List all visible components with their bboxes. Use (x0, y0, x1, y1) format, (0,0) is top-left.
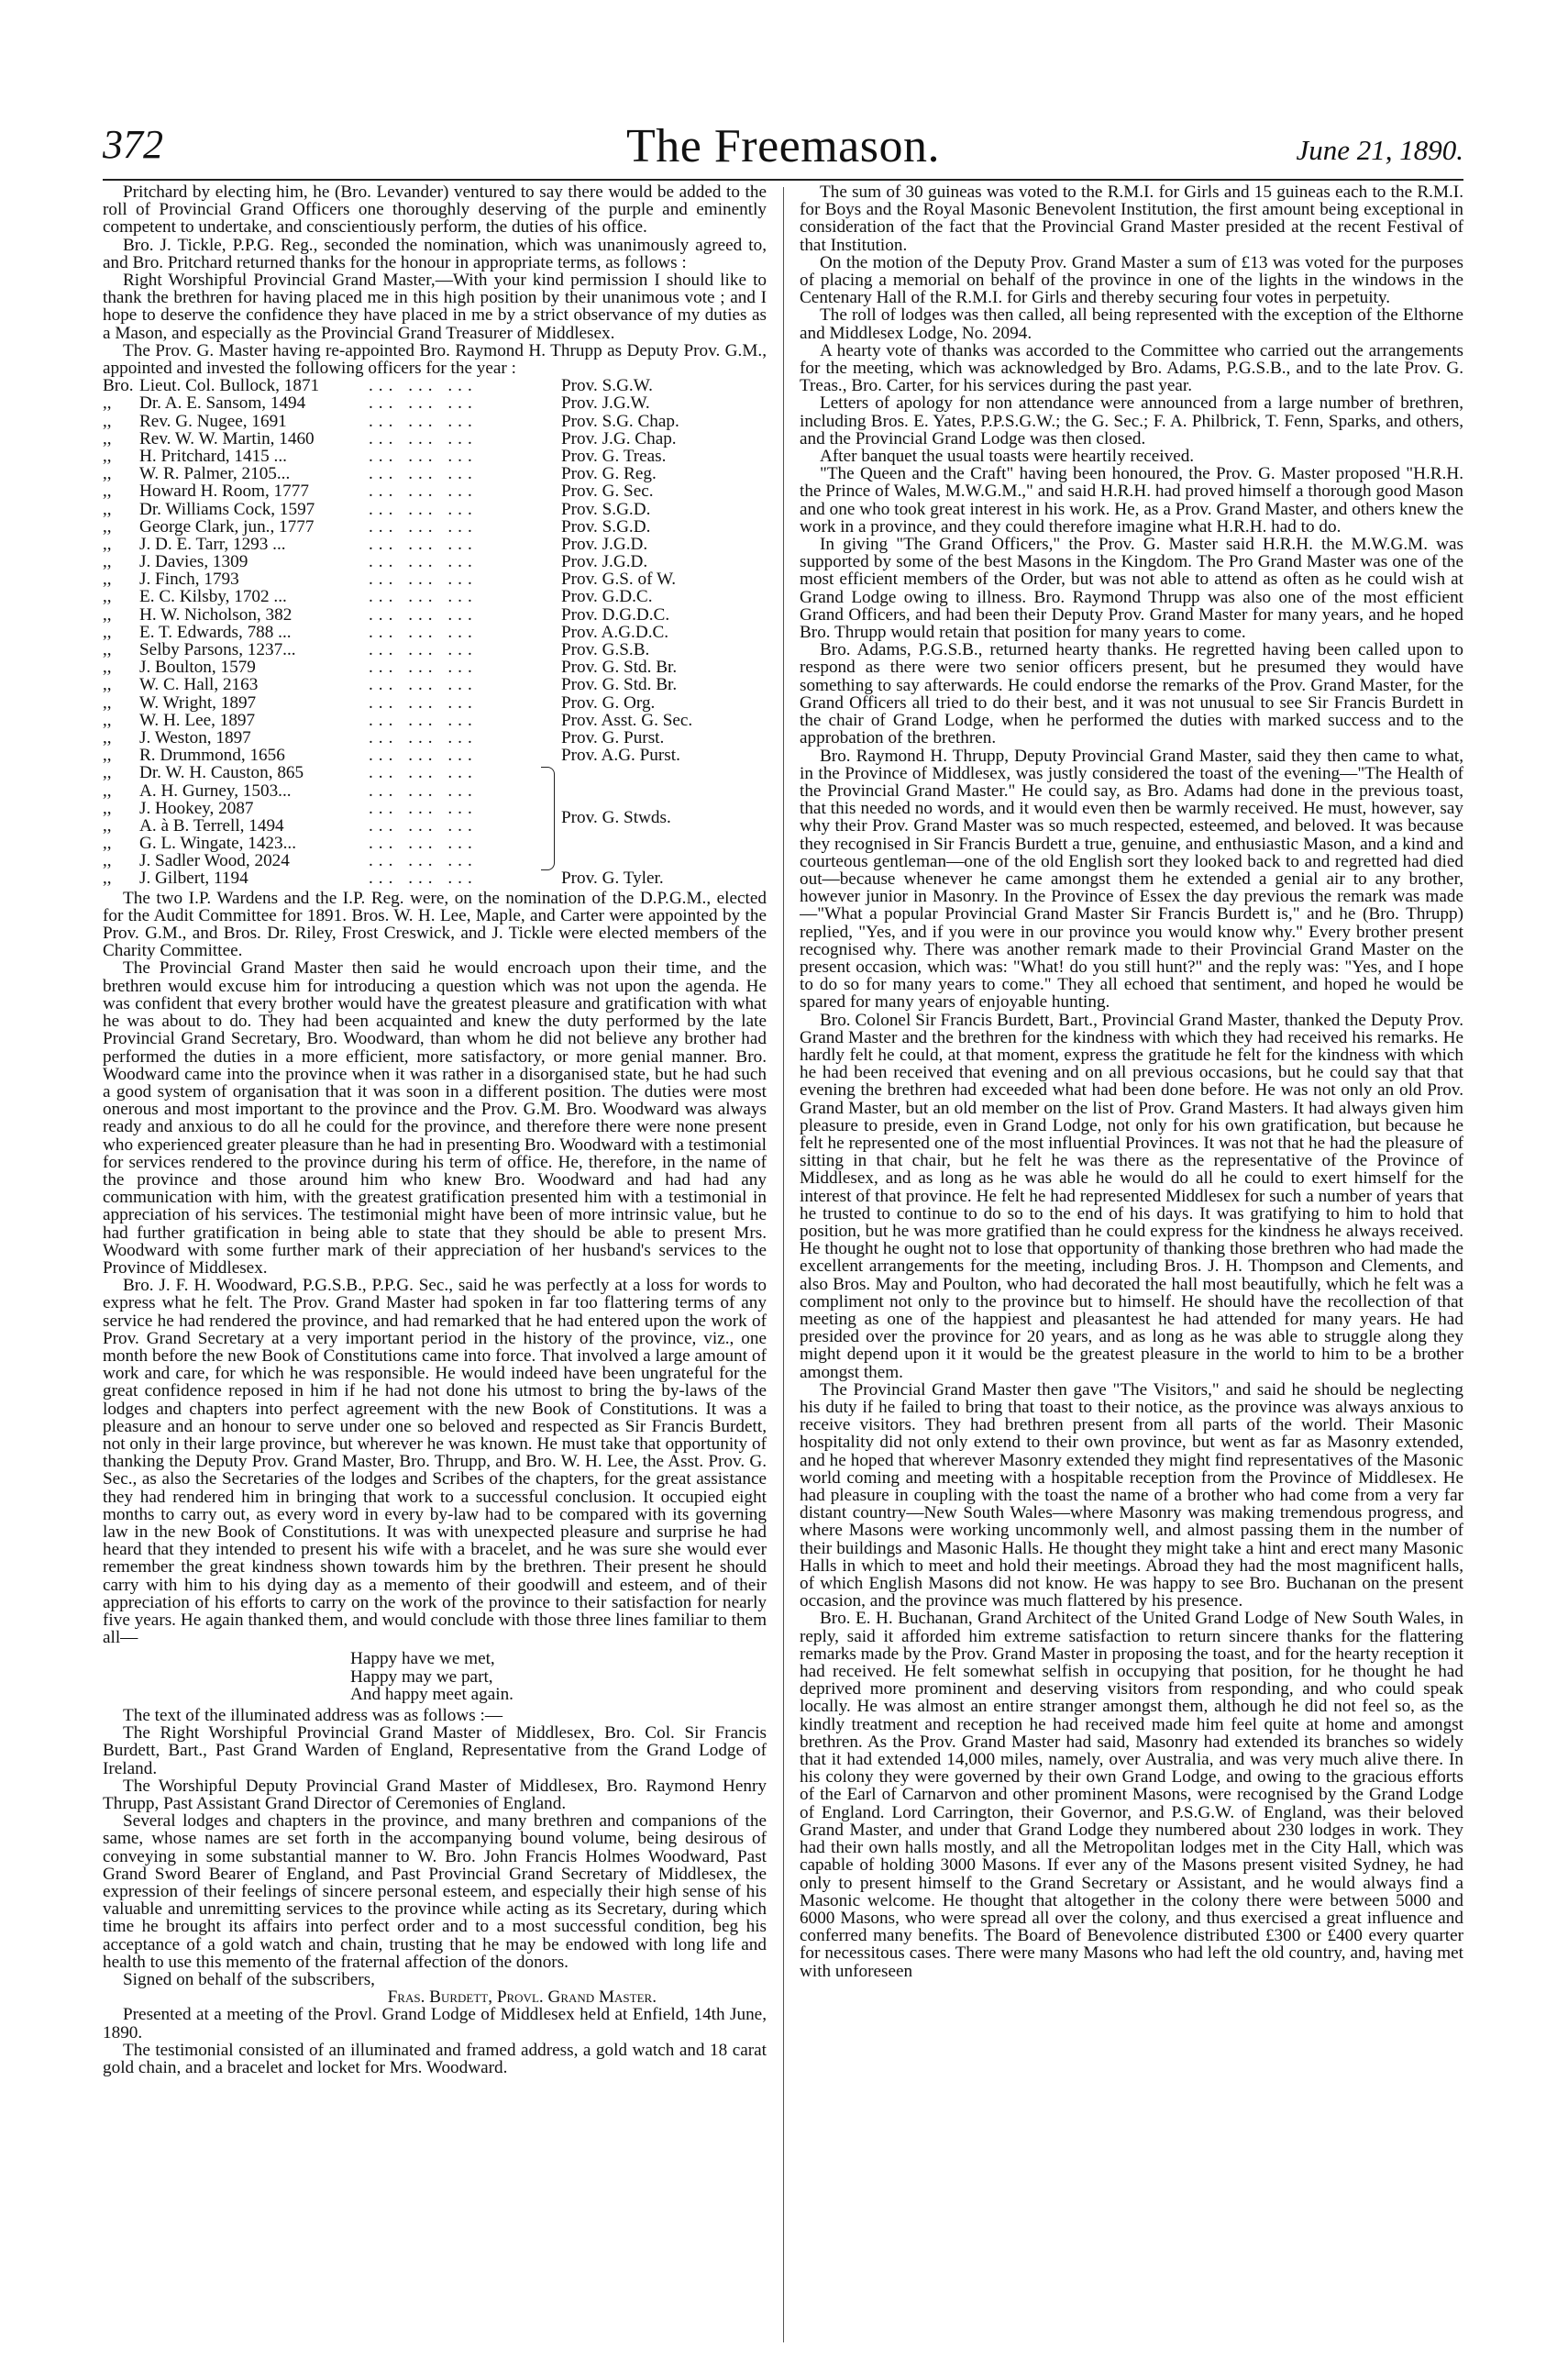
paragraph: In giving "The Grand Officers," the Prov. G. Master said H.R.H. the M.W.G.M. was supported by some of the best Masons in the Kingdom. The Pro Grand Master was one of the most efficient members of the Order, but was not able to attend as often as he could wish at Grand Lodge owing to illness. Bro. Raymond Thrupp was also one of the most efficient Grand Officers, and had been their Deputy Prov. Grand Master for many years, and he hoped Bro. Thrupp would retain that position for many years to come. (800, 535, 1463, 643)
leader-dots: ... ... ... (369, 851, 478, 871)
left-end-paragraphs (103, 2006, 767, 2076)
roster-row (103, 588, 767, 605)
paragraph: "The Queen and the Craft" having been honoured, the Prov. G. Master proposed "H.R.H. the Prince of Wales, M.W.G.M.," and said H.R.H. had proved himself a thorough good Mason and one who took great interest in his work. He, as a Prov. Grand Master, and others knew the work in a province, and they could therefore imagine what H.R.H. had to do. (800, 464, 1463, 537)
leader-dots: ... ... ... (369, 464, 478, 484)
newspaper-title: The Freemason. (625, 120, 940, 172)
roster-name: Dr. W. H. Causton, 865 (139, 763, 304, 783)
roster-row (103, 518, 767, 536)
roster-name: W. Wright, 1897 (139, 692, 257, 713)
leader-dots: ... ... ... (369, 482, 478, 502)
roster-prefix: ,, (103, 727, 112, 747)
leader-dots: ... ... ... (369, 393, 478, 414)
roster-name: J. Davies, 1309 (139, 552, 248, 572)
roster-prefix: ,, (103, 411, 112, 431)
leader-dots: ... ... ... (369, 446, 478, 466)
roster-row (103, 448, 767, 465)
roster-office: Prov. J.G.D. (561, 552, 648, 572)
roster-row (103, 624, 767, 641)
paragraph: The Right Worshipful Provincial Grand Master of Middlesex, Bro. Col. Sir Francis Burdett, Bart., Past Grand Warden of England, Representative from the Grand Lodge of Ireland. (103, 1723, 767, 1778)
verse-line: And happy meet again. (350, 1684, 513, 1704)
roster-row (103, 465, 767, 482)
paragraph: Bro. J. Tickle, P.P.G. Reg., seconded the nomination, which was unanimously agreed to, and Bro. Pritchard returned thanks for the honour in appropriate terms, as follows : (103, 235, 767, 272)
roster-name: R. Drummond, 1656 (139, 746, 285, 766)
paragraph: Right Worshipful Provincial Grand Master,—With your kind permission I should like to thank the brethren for having placed me in this high position by their unanimous vote ; and I hope to deserve the confidence they have placed in me by a strict observance of my duties as a Mason, and especially as the Provincial Grand Treasurer of Middlesex. (103, 271, 767, 343)
address-text (103, 1707, 767, 1988)
paragraph: Bro. Raymond H. Thrupp, Deputy Provincial Grand Master, said they then came to what, in the Province of Middlesex, was justly considered the toast of the evening—"The Health of the Provincial Grand Master." He could say, as Bro. Adams had done in the previous toast, that this needed no words, and it would even then be warmly received. He must, however, say why their Prov. Grand Master was so much respected, esteemed, and beloved. It was because they recognised in Sir Francis Burdett a true, genuine, and enthusiastic Mason, and a kind and courteous gentleman—one of the old English sort they looked back to and regretted had died out—because whenever he came amongst them he extended a genial air to any brother, however junior in Masonry. In the Province of Essex the day previous the remark was made—"What a popular Provincial Grand Master Sir Francis Burdett is," and he (Bro. Thrupp) replied, "Yes, and if you were in our province you would know why." Every brother present recognised why. There was another remark made to their Provincial Grand Master on the present occasion, which was: "What! do you still hunt?" and the reply was: "Yes, and I hope to do so for many years to come." They all echoed that sentiment, and hoped he would be spared for many years of enjoyable hunting. (800, 746, 1463, 1013)
verse-line: Happy have we met, (350, 1649, 495, 1669)
roster-office: Prov. S.G.W. (561, 376, 653, 396)
leader-dots: ... ... ... (369, 622, 478, 642)
roster-office: Prov. G. Reg. (561, 464, 657, 484)
roster-row (103, 553, 767, 570)
roster-name: H. Pritchard, 1415 ... (139, 446, 287, 466)
roster-row (103, 869, 767, 887)
leader-dots: ... ... ... (369, 516, 478, 537)
leader-dots: ... ... ... (369, 658, 478, 678)
leader-dots: ... ... ... (369, 746, 478, 766)
paragraph: The testimonial consisted of an illuminated and framed address, a gold watch and 18 carat gold chain, and a bracelet and locket for Mrs. Woodward. (103, 2040, 767, 2078)
paragraph: The Prov. G. Master having re-appointed Bro. Raymond H. Thrupp as Deputy Prov. G.M., appointed and invested the following officers for the year : (103, 340, 767, 379)
roster-name: E. C. Kilsby, 1702 ... (139, 587, 287, 607)
roster-row (103, 606, 767, 624)
paragraph: The two I.P. Wardens and the I.P. Reg. were, on the nomination of the D.P.G.M., elected for the Audit Committee for 1891. Bros. W. H. Lee, Maple, and Carter were appointed by the Prov. G.M., and Bros. Dr. Riley, Frost Creswick, and J. Tickle were elected members of the Charity Committee. (103, 888, 767, 961)
roster-name: J. D. E. Tarr, 1293 ... (139, 534, 286, 554)
roster-prefix: ,, (103, 393, 112, 414)
roster-name: G. L. Wingate, 1423... (139, 834, 297, 854)
roster-name: J. Finch, 1793 (139, 570, 239, 590)
leader-dots: ... ... ... (369, 570, 478, 590)
roster-row (103, 729, 767, 747)
roster-row (103, 852, 767, 869)
roster-office: Prov. G. Tyler. (561, 869, 664, 889)
stewards-office: Prov. G. Stwds. (561, 807, 671, 827)
roster-name: W. C. Hall, 2163 (139, 675, 259, 695)
left-top-paragraphs (103, 183, 767, 377)
roster-name: George Clark, jun., 1777 (139, 516, 315, 537)
paragraph: The Provincial Grand Master then said he would encroach upon their time, and the brethren would excuse him for introducing a question which was not upon the agenda. He was confident that every brother would have the greatest pleasure and gratification with what he was about to do. They had been acquainted and knew the duty performed by the late Provincial Grand Secretary, Bro. Woodward, than whom he did not believe any brother had performed the duties in a more efficient, more satisfactory, or more genial manner. Bro. Woodward came into the province when it was rather in a disorganised state, but he had such a good system of organisation that it was soon in a different position. The duties were most onerous and most important to the province and the Prov. G.M. Bro. Woodward was always ready and anxious to do all he could for the province, and therefore there were none present who experienced greater pleasure than he had in presenting Bro. Woodward with a testimonial for services rendered to the province during his term of office. He, therefore, in the name of the province and those around him who knew Bro. Woodward and had had any communication with him, with the greatest gratification presented him with a testimonial in appreciation of his services. The testimonial might have been of more intrinsic value, but he had further gratification in being able to state that they should be able to present Mrs. Woodward with some further mark of their appreciation of her husband's services to the Province of Middlesex. (103, 958, 767, 1278)
roster-office: Prov. A.G. Purst. (561, 746, 680, 766)
roster-office: Prov. A.G.D.C. (561, 622, 669, 642)
paragraph: Bro. E. H. Buchanan, Grand Architect of the United Grand Lodge of New South Wales, in reply, said it afforded him extreme satisfaction to return sincere thanks for the flattering remarks made by the Prov. Grand Master in proposing the toast, and for the hearty reception it had received. He felt somewhat selfish in occupying that position, for he thought he had deprived more prominent and deserving visitors from responding, and who could speak locally. He was almost an entire stranger amongst them, although he did not feel so, as the kindly treatment and reception he had received made him feel quite at home and amongst brethren. As the Prov. Grand Master had said, Masonry had extended its branches so widely that it had extended 14,000 miles, namely, over Australia, and was very much alive there. In his colony they were governed by their own Grand Lodge, and owing to the gracious efforts of the Earl of Carnarvon and other prominent Masons, were recognised by the Grand Lodge of England. Lord Carrington, their Governor, and P.S.G.W. of England, was their beloved Grand Master, and under that Grand Lodge they numbered about 230 lodges in work. They had their own halls mostly, and all the Metropolitan lodges met in the City Hall, which was capable of holding 3000 Masons. If ever any of the Masons present visited Sydney, he had only to present himself to the Grand Secretary or Assistant, and he would always find a Masonic welcome. He thought that altogether in the colony there were between 5000 and 6000 Masons, who were spread all over the colony, and thus exercised a great influence and conferred many benefits. The Board of Benevolence distributed £300 or £400 every quarter for necessitous cases. There were many Masons who had left the old country, and, having met with unforeseen (800, 1609, 1463, 1981)
roster-name: Dr. A. E. Sansom, 1494 (139, 393, 306, 414)
roster-prefix: ,, (103, 516, 112, 537)
roster-prefix: ,, (103, 675, 112, 695)
roster-prefix: ,, (103, 534, 112, 554)
leader-dots: ... ... ... (369, 869, 478, 889)
leader-dots: ... ... ... (369, 815, 478, 836)
roster-name: A. à B. Terrell, 1494 (139, 815, 284, 836)
masthead (103, 119, 1463, 174)
roster-prefix: ,, (103, 780, 112, 801)
leader-dots: ... ... ... (369, 534, 478, 554)
roster-office: Prov. D.G.D.C. (561, 604, 670, 625)
roster-prefix: ,, (103, 710, 112, 730)
roster-office: Prov. G. Org. (561, 692, 656, 713)
paragraph: A hearty vote of thanks was accorded to the Committee who carried out the arrangements for the meeting, which was acknowledged by Bro. Adams, P.G.S.B., and to the late Prov. G. Treas., Bro. Carter, for his services during the past year. (800, 340, 1463, 396)
roster-office: Prov. G. Purst. (561, 727, 665, 747)
roster-name: Howard H. Room, 1777 (139, 482, 309, 502)
leader-dots: ... ... ... (369, 411, 478, 431)
leader-dots: ... ... ... (369, 798, 478, 818)
leader-dots: ... ... ... (369, 587, 478, 607)
roster-prefix: ,, (103, 604, 112, 625)
header-rule (103, 179, 1463, 181)
roster-row (103, 430, 767, 448)
roster-prefix: ,, (103, 763, 112, 783)
roster-row (103, 641, 767, 659)
roster-prefix: Bro. (103, 376, 134, 396)
right-column (800, 183, 1463, 2348)
roster-office: Prov. G. Std. Br. (561, 658, 678, 678)
roster-row (103, 501, 767, 518)
roster-name: Dr. Williams Cock, 1597 (139, 499, 315, 519)
roster-office: Prov. J.G.D. (561, 534, 648, 554)
roster-prefix: ,, (103, 552, 112, 572)
roster-office: Prov. J.G. Chap. (561, 428, 677, 448)
left-column (103, 183, 767, 2348)
stewards-brace (541, 767, 555, 870)
leader-dots: ... ... ... (369, 604, 478, 625)
issue-date: June 21, 1890. (1296, 134, 1463, 166)
paragraph: Letters of apology for non attendance were announced from a large number of brethren, including Bros. E. Yates, P.P.S.G.W.; the G. Sec.; F. A. Philbrick, T. Fenn, Sparks, and others, and the Provincial Grand Lodge was then closed. (800, 393, 1463, 448)
left-middle-paragraphs (103, 890, 767, 1647)
roster-office: Prov. G.S.B. (561, 640, 650, 660)
paragraph: On the motion of the Deputy Prov. Grand Master a sum of £13 was voted for the purposes of placing a memorial on behalf of the province in one of the lights in the windows in the Centenary Hall of the R.M.I. for Girls and thereby securing four votes in perpetuity. (800, 252, 1463, 308)
roster-prefix: ,, (103, 587, 112, 607)
roster-prefix: ,, (103, 834, 112, 854)
roster-prefix: ,, (103, 851, 112, 871)
roster-row (103, 482, 767, 500)
roster-name: J. Hookey, 2087 (139, 798, 254, 818)
leader-dots: ... ... ... (369, 675, 478, 695)
roster-row (103, 377, 767, 394)
roster-row (103, 764, 767, 781)
paragraph: After banquet the usual toasts were heartily received. (820, 447, 1195, 467)
roster-prefix: ,, (103, 869, 112, 889)
roster-row (103, 570, 767, 588)
roster-prefix: ,, (103, 464, 112, 484)
leader-dots: ... ... ... (369, 710, 478, 730)
leader-dots: ... ... ... (369, 376, 478, 396)
roster-name: H. W. Nicholson, 382 (139, 604, 293, 625)
roster-prefix: ,, (103, 482, 112, 502)
roster-office: Prov. G. Std. Br. (561, 675, 678, 695)
roster-office: Prov. S.G.D. (561, 516, 651, 537)
roster-row (103, 747, 767, 764)
roster-prefix: ,, (103, 499, 112, 519)
paragraph: The Provincial Grand Master then gave "The Visitors," and said he should be neglecting his duty if he failed to bring that toast to their notice, as the province was always anxious to receive visitors. They had brethren present from all parts of the world. Their Masonic hospitality did not only extend to their own province, but went as far as Masonry extended, and he hoped that wherever Masonry extended they might find representatives of the Masonic world coming and meeting with a hospitable reception from the Province of Middlesex. He had pleasure in coupling with the toast the name of a brother who had come from a very far distant country—New South Wales—where Masonry was making tremendous progress, and where Masons were working uncommonly well, and almost passing them in the number of their buildings and Masonic Halls. He thought they might take a hint and erect many Masonic Halls in which to meet and hold their meetings. Abroad they had the most magnificent halls, of which English Masons did not know. He was happy to see Bro. Buchanan on the present occasion, and the province was much flattered by his presence. (800, 1379, 1463, 1611)
paragraph: The text of the illuminated address was as follows :— (123, 1706, 503, 1726)
leader-dots: ... ... ... (369, 499, 478, 519)
leader-dots: ... ... ... (369, 552, 478, 572)
roster-prefix: ,, (103, 798, 112, 818)
roster-office: Prov. G. Sec. (561, 482, 654, 502)
roster-prefix: ,, (103, 815, 112, 836)
roster-office: Prov. G. Treas. (561, 446, 667, 466)
roster-office: Prov. G.D.C. (561, 587, 653, 607)
roster-row (103, 835, 767, 852)
roster-office: Prov. G.S. of W. (561, 570, 677, 590)
paragraph: Presented at a meeting of the Provl. Grand Lodge of Middlesex held at Enfield, 14th June, 1890. (103, 2005, 767, 2042)
roster-name: J. Sadler Wood, 2024 (139, 851, 290, 871)
roster-row (103, 394, 767, 412)
column-divider (783, 187, 784, 2342)
roster-name: W. H. Lee, 1897 (139, 710, 256, 730)
roster-prefix: ,, (103, 622, 112, 642)
leader-dots: ... ... ... (369, 727, 478, 747)
roster-prefix: ,, (103, 692, 112, 713)
roster-row (103, 694, 767, 712)
roster-prefix: ,, (103, 446, 112, 466)
roster-prefix: ,, (103, 658, 112, 678)
roster-row (103, 413, 767, 430)
roster-name: J. Weston, 1897 (139, 727, 251, 747)
roster-name: E. T. Edwards, 788 ... (139, 622, 292, 642)
roster-prefix: ,, (103, 746, 112, 766)
roster-office: Prov. S.G. Chap. (561, 411, 679, 431)
roster-office: Prov. J.G.W. (561, 393, 650, 414)
leader-dots: ... ... ... (369, 834, 478, 854)
roster-prefix: ,, (103, 640, 112, 660)
roster-row (103, 782, 767, 800)
roster-name: Rev. W. W. Martin, 1460 (139, 428, 315, 448)
roster-prefix: ,, (103, 428, 112, 448)
roster-prefix: ,, (103, 570, 112, 590)
roster-name: J. Boulton, 1579 (139, 658, 256, 678)
verse (103, 1650, 767, 1703)
leader-dots: ... ... ... (369, 763, 478, 783)
paragraph: The roll of lodges was then called, all being represented with the exception of the Elthorne and Middlesex Lodge, No. 2094. (800, 305, 1463, 343)
paragraph: The sum of 30 guineas was voted to the R.M.I. for Girls and 15 guineas each to the R.M.I. for Boys and the Royal Masonic Benevolent Institution, the first amount being exceptional in consideration of the fact that the Provincial Grand Master presided at the recent Festival of that Institution. (800, 183, 1463, 255)
paragraph: Bro. Colonel Sir Francis Burdett, Bart., Provincial Grand Master, thanked the Deputy Prov. Grand Master and the brethren for the kindness with which they had received his remarks. He hardly felt he could, at that moment, express the gratitude he felt for the kindness with which he had been received that evening and on all previous occasions, but he could say that that evening the brethren had exceeded what had been done before. He was not only an old Prov. Grand Master, but an old member on the list of Prov. Grand Masters. It had always given him pleasure to preside, even in Grand Lodge, not only for his own gratification, but because he felt he represented one of the most influential Provinces. It was not that he had the pleasure of sitting in that chair, but he felt he was there as the representative of the Province of Middlesex, and as long as he was able he would do all he could to exert himself for the interest of that province. He felt he had represented Middlesex for such a number of years that he trusted to continue to do so to the end of his days. It was gratifying to him to hold that position, but he was more gratified than he could express for the kindness he always received. He thought he ought not to lose that opportunity of thanking those brethren who had made the excellent arrangements for the meeting, including Bros. J. H. Thompson and Clements, and also Bros. May and Poulton, who had decorated the hall most beautifully, which he felt was a compliment not only to the province but to himself. He should have the recollection of that meeting as one of the happiest and pleasantest he had attended for many years. He had presided over the province for 20 years, and as long as he was able to struggle along they might depend upon it it would be the greatest pleasure in the world to him to be a brother amongst them. (800, 1010, 1463, 1382)
leader-dots: ... ... ... (369, 428, 478, 448)
roster-office: Prov. Asst. G. Sec. (561, 710, 693, 730)
paragraph: Bro. J. F. H. Woodward, P.G.S.B., P.P.G. Sec., said he was perfectly at a loss for words to express what he felt. The Prov. Grand Master had spoken in far too flattering terms of any service he had rendered the province, and had remarked that he had entered upon the work of Prov. Grand Secretary at a very important period in the history of the province, viz., one month before the new Book of Constitutions came into force. That involved a large amount of work and care, for which he was responsible. He would indeed have been ungrateful for the great confidence reposed in him if he had not done his utmost to bring the by-laws of the lodges and chapters into perfect agreement with the new Book of Constitutions. It was a pleasure and an honour to serve under one so beloved and respected as Sir Francis Burdett, not only in their large province, but wherever he was known. He must take that opportunity of thanking the Deputy Prov. Grand Master, Bro. Thrupp, and Bro. W. H. Lee, the Asst. Prov. G. Sec., as also the Secretaries of the lodges and Scribes of the chapters, for the great assistance they had rendered him in bringing that work to a successful conclusion. It occupied eight months to carry out, as every word in every by-law had to be compared with its governing law in the new Book of Constitutions. It was with unexpected pleasure and surprise he had heard that they intended to present his wife with a bracelet, and he was sure she would ever remember the great kindness shown towards him by the brethren. Their present he should carry with him to his dying day as a memento of their goodwill and esteem, and of their appreciation of his efforts to carry on the work of the province to their satisfaction for nearly five years. He again thanked them, and would conclude with those three lines familiar to them all— (103, 1276, 767, 1648)
paragraph: Several lodges and chapters in the province, and many brethren and companions of the same, whose names are set forth in the accompanying bound volume, being desirous of conveying in some substantial manner to W. Bro. John Francis Holmes Woodward, Past Grand Sword Bearer of England, and Past Provincial Grand Secretary of Middlesex, the expression of their feelings of sincere personal esteem, and especially their high sense of his valuable and unremitting services to the province while acting as its Secretary, during which time he brought its affairs into perfect order and to a most successful condition, beg his acceptance of a gold watch and chain, trusting that he may be endowed with long life and health to use this memento of the fraternal affection of the donors. (103, 1811, 767, 1972)
page-number: 372 (103, 122, 163, 167)
roster-name: A. H. Gurney, 1503... (139, 780, 292, 801)
roster-name: Lieut. Col. Bullock, 1871 (139, 376, 320, 396)
verse-line: Happy may we part, (350, 1666, 493, 1687)
roster-name: Selby Parsons, 1237... (139, 640, 296, 660)
paragraph: Pritchard by electing him, he (Bro. Levander) ventured to say there would be added to the roll of Provincial Grand Officers one thoroughly deserving of the purple and eminently competent to undertake, and conscientiously perform, the duties of his office. (103, 183, 767, 238)
roster-name: W. R. Palmer, 2105... (139, 464, 291, 484)
signature: Fras. Burdett, Provl. Grand Master. (387, 1987, 657, 2008)
leader-dots: ... ... ... (369, 640, 478, 660)
officer-roster (103, 377, 767, 887)
roster-row (103, 536, 767, 553)
roster-name: Rev. G. Nugee, 1691 (139, 411, 287, 431)
leader-dots: ... ... ... (369, 780, 478, 801)
roster-office: Prov. S.G.D. (561, 499, 651, 519)
right-paragraphs (800, 183, 1463, 1980)
roster-row (103, 659, 767, 676)
roster-row (103, 712, 767, 729)
paragraph: The Worshipful Deputy Provincial Grand Master of Middlesex, Bro. Raymond Henry Thrupp, Past Assistant Grand Director of Ceremonies of England. (103, 1776, 767, 1814)
roster-row (103, 676, 767, 693)
paragraph: Signed on behalf of the subscribers, (123, 1970, 375, 1990)
leader-dots: ... ... ... (369, 692, 478, 713)
paragraph: Bro. Adams, P.G.S.B., returned hearty thanks. He regretted having been called upon to respond as there were two senior officers present, but he presumed they would have something to say afterwards. He could endorse the remarks of the Prov. Grand Master, for the Grand Officers all tried to do their best, and it was not unusual to see Sir Francis Burdett in the chair of Grand Lodge, when he performed the duties with marked success and to the approbation of the brethren. (800, 640, 1463, 748)
roster-name: J. Gilbert, 1194 (139, 869, 248, 889)
